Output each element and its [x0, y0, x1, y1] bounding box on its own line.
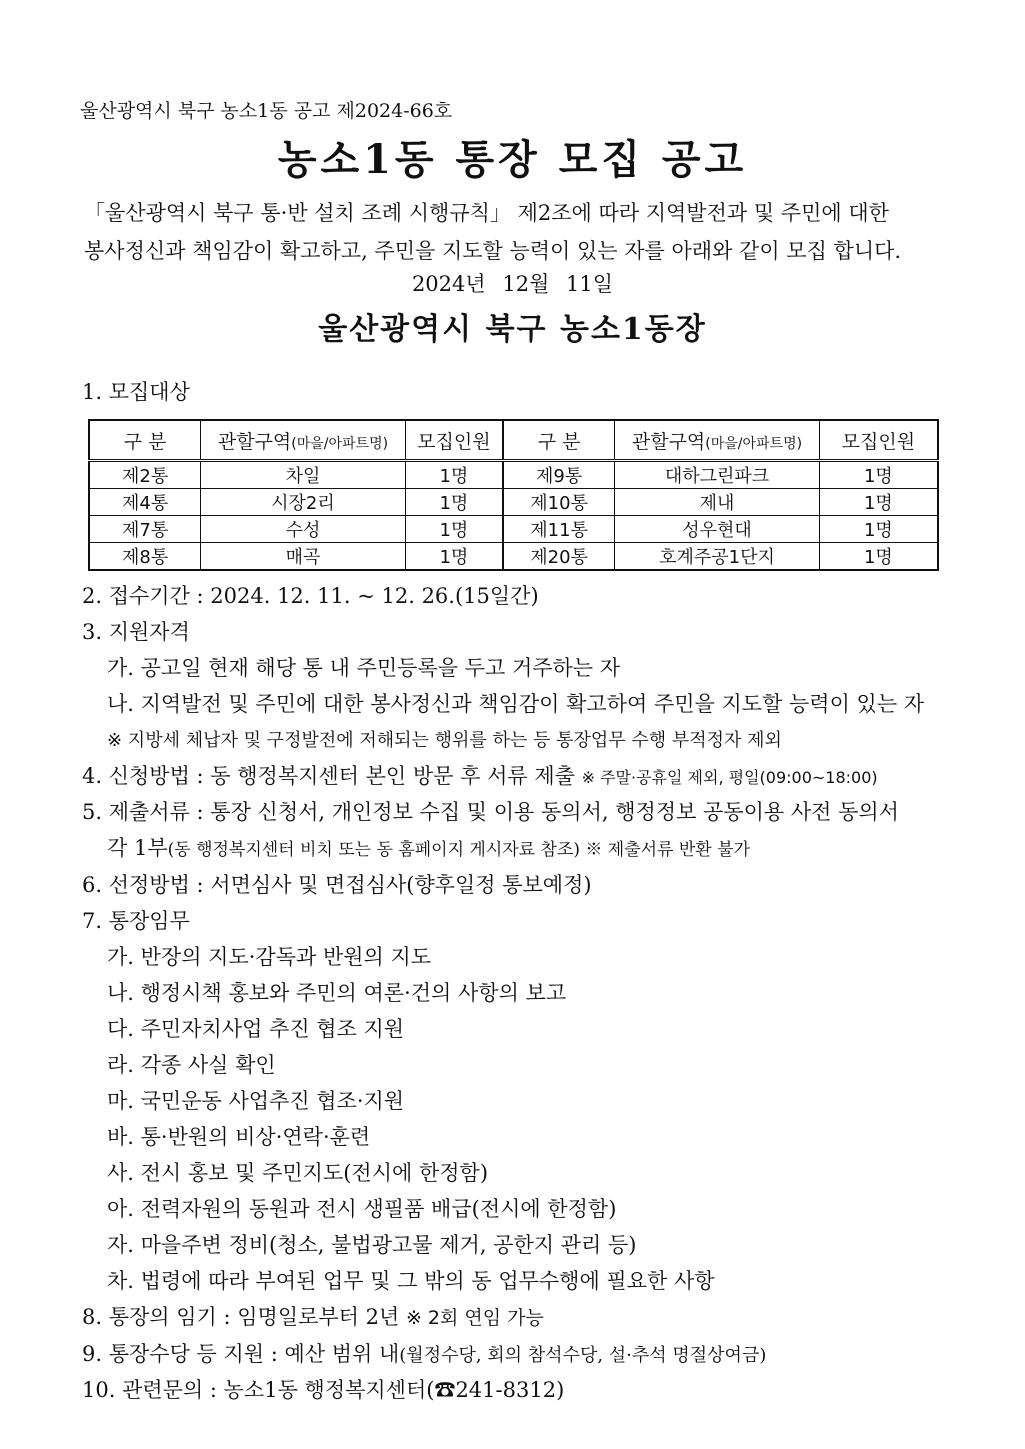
duty-item: 차. 법령에 따라 부여된 업무 및 그 밖의 동 업무수행에 필요한 사항: [107, 1269, 715, 1293]
count-cell: 1명: [819, 489, 938, 516]
header-area: 관할구역(마을/아파트명): [201, 420, 405, 461]
section-9-main: 9. 통장수당 등 지원 : 예산 범위 내: [82, 1342, 400, 1366]
notice-date: 2024년 12월 11일: [411, 272, 614, 296]
section-5-note: (동 행정복지센터 비치 또는 동 홈페이지 게시자료 참조) ※ 제출서류 반환 불가: [167, 840, 750, 860]
section-2-period: 2. 접수기간 : 2024. 12. 11. ~ 12. 26.(15일간): [82, 584, 539, 608]
section-9-allowance: [82, 1338, 766, 1368]
area-cell: 수성: [201, 516, 405, 543]
qualification-a: 가. 공고일 현재 해당 통 내 주민등록을 두고 거주하는 자: [107, 656, 621, 680]
area-cell: 성우현대: [615, 516, 819, 543]
header-category: 구 분: [89, 420, 201, 461]
section-8-note: ※ 2회 연임 가능: [405, 1307, 544, 1329]
issuer: 울산광역시 북구 농소1동장: [318, 312, 707, 347]
section-8-term: [82, 1301, 544, 1331]
duty-item: 마. 국민운동 사업추진 협조·지원: [107, 1089, 405, 1113]
section-5-copies: 각 1부: [107, 836, 168, 860]
section-6-selection: 6. 선정방법 : 서면심사 및 면접심사(향후일정 통보예정): [82, 873, 592, 897]
count-cell: 1명: [405, 461, 503, 489]
count-cell: 1명: [819, 543, 938, 571]
section-5-documents: 5. 제출서류 : 통장 신청서, 개인정보 수집 및 이용 동의서, 행정정보 공동이용 사전 동의서: [82, 800, 899, 824]
area-cell: 대하그린파크: [615, 461, 819, 489]
section-7-title: 7. 통장임무: [82, 909, 190, 933]
tong-cell: 제9통: [503, 461, 615, 489]
table-row: [89, 516, 938, 543]
count-cell: 1명: [819, 516, 938, 543]
section-8-main: 8. 통장의 임기 : 임명일로부터 2년: [82, 1305, 406, 1329]
tong-cell: 제10통: [503, 489, 615, 516]
intro-paragraph: [84, 194, 944, 270]
header-area: 관할구역(마을/아파트명): [615, 420, 819, 461]
tong-cell: 제20통: [503, 543, 615, 571]
duty-item: 사. 전시 홍보 및 주민지도(전시에 한정함): [107, 1161, 489, 1185]
count-cell: 1명: [405, 489, 503, 516]
table-row: [89, 543, 938, 571]
area-cell: 차일: [201, 461, 405, 489]
header-count: 모집인원: [405, 420, 503, 461]
qualification-note: ※ 지방세 체납자 및 구정발전에 저해되는 행위를 하는 등 통장업무 수행 부적정자 제외: [107, 730, 782, 751]
tong-cell: 제4통: [89, 489, 201, 516]
table-row: [89, 461, 938, 489]
tong-cell: 제2통: [89, 461, 201, 489]
section-4-note: ※ 주말·공휴일 제외, 평일(09:00~18:00): [581, 768, 878, 787]
area-cell: 시장2리: [201, 489, 405, 516]
section-10-contact: 10. 관련문의 : 농소1동 행정복지센터(☎241-8312): [82, 1378, 565, 1402]
tong-cell: 제7통: [89, 516, 201, 543]
area-cell: 호계주공1단지: [615, 543, 819, 571]
section-1-title: 1. 모집대상: [82, 380, 190, 404]
section-5-line-2: [107, 832, 750, 862]
intro-line-1: 「울산광역시 북구 통·반 설치 조례 시행규칙」 제2조에 따라 지역발전과 및 주민에 대한: [84, 201, 889, 225]
section-4-method: [82, 760, 878, 790]
table-header-row: [89, 420, 938, 461]
section-3-title: 3. 지원자격: [82, 620, 190, 644]
duty-item: 라. 각종 사실 확인: [107, 1053, 276, 1077]
tong-cell: 제11통: [503, 516, 615, 543]
tong-cell: 제8통: [89, 543, 201, 571]
area-cell: 매곡: [201, 543, 405, 571]
recruit-table: [88, 419, 939, 571]
count-cell: 1명: [405, 543, 503, 571]
count-cell: 1명: [405, 516, 503, 543]
area-cell: 제내: [615, 489, 819, 516]
duty-item: 다. 주민자치사업 추진 협조 지원: [107, 1017, 405, 1041]
header-area-hint: (마을/아파트명): [291, 435, 389, 452]
section-4-main: 4. 신청방법 : 동 행정복지센터 본인 방문 후 서류 제출: [82, 764, 582, 788]
duty-item: 나. 행정시책 홍보와 주민의 여론·건의 사항의 보고: [107, 981, 567, 1005]
header-count: 모집인원: [819, 420, 938, 461]
table-row: [89, 489, 938, 516]
intro-line-2: 봉사정신과 책임감이 확고하고, 주민을 지도할 능력이 있는 자를 아래와 같이 모집 합니다.: [84, 239, 902, 263]
count-cell: 1명: [819, 461, 938, 489]
duty-item: 가. 반장의 지도·감독과 반원의 지도: [107, 945, 432, 969]
header-area-hint: (마을/아파트명): [705, 435, 803, 452]
duty-item: 아. 전력자원의 동원과 전시 생필품 배급(전시에 한정함): [107, 1197, 617, 1221]
notice-number: 울산광역시 북구 농소1동 공고 제2024-66호: [80, 100, 453, 122]
duty-item: 바. 통·반원의 비상·연락·훈련: [107, 1125, 371, 1149]
page-title: 농소1동 통장 모집 공고: [277, 136, 748, 183]
duty-item: 자. 마을주변 정비(청소, 불법광고물 제거, 공한지 관리 등): [107, 1233, 637, 1257]
header-category: 구 분: [503, 420, 615, 461]
section-9-note: (월정수당, 회의 참석수당, 설·추석 명절상여금): [399, 1345, 767, 1366]
qualification-b: 나. 지역발전 및 주민에 대한 봉사정신과 책임감이 확고하여 주민을 지도할 능력이 있는 자: [107, 692, 925, 716]
